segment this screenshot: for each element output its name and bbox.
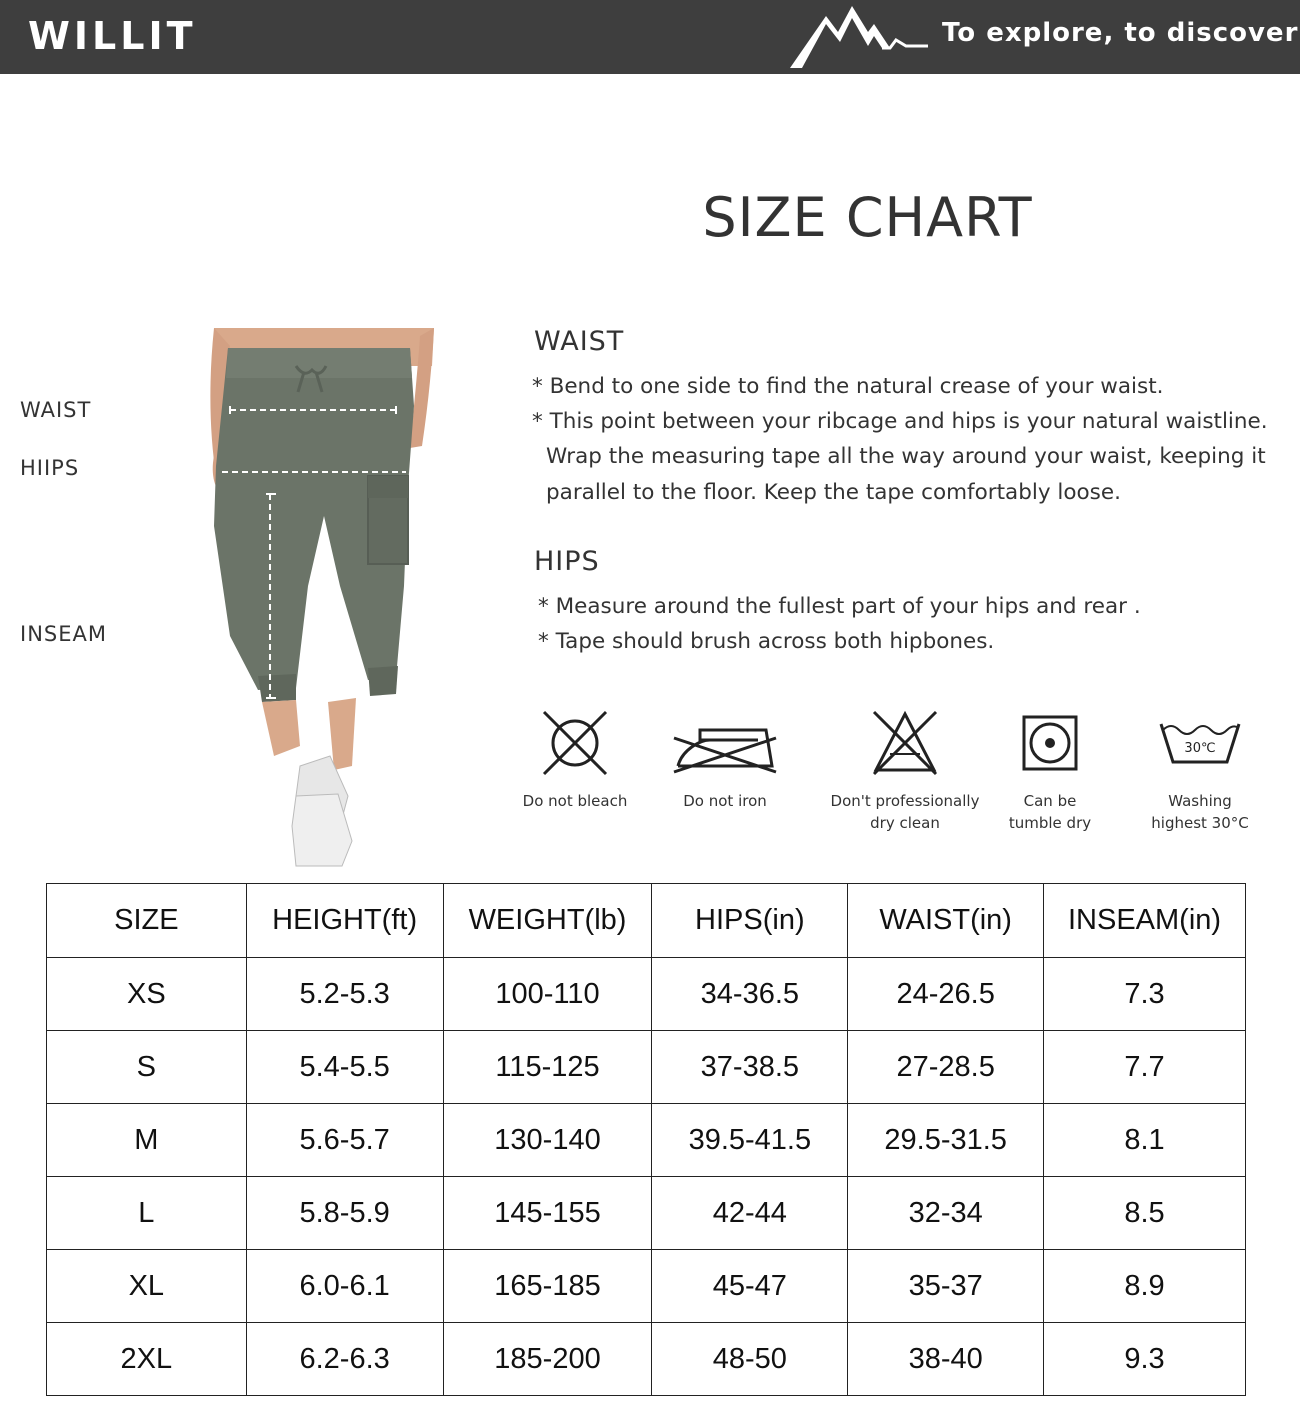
waist-heading: WAIST: [534, 326, 625, 357]
table-row: [47, 1250, 1246, 1323]
table-cell: 42-44: [652, 1177, 848, 1250]
care-label: highest 30°C: [1151, 814, 1249, 832]
table-cell: L: [47, 1177, 247, 1250]
table-row: [47, 1323, 1246, 1396]
hips-label: HIIPS: [20, 456, 80, 480]
table-cell: XL: [47, 1250, 247, 1323]
table-cell: 38-40: [848, 1323, 1044, 1396]
waist-line-1: * Bend to one side to find the natural crease of your waist.: [532, 374, 1164, 399]
care-item-no-dry-clean: [825, 708, 985, 834]
table-cell: 100-110: [443, 958, 652, 1031]
table-cell: 27-28.5: [848, 1031, 1044, 1104]
table-row: [47, 1031, 1246, 1104]
care-label: dry clean: [870, 814, 940, 832]
table-cell: 6.2-6.3: [246, 1323, 443, 1396]
table-cell: 185-200: [443, 1323, 652, 1396]
table-cell: 8.1: [1044, 1104, 1246, 1177]
table-cell: 34-36.5: [652, 958, 848, 1031]
table-cell: 2XL: [47, 1323, 247, 1396]
care-label: Washing: [1168, 792, 1232, 810]
table-cell: 115-125: [443, 1031, 652, 1104]
tagline: To explore, to discover: [942, 18, 1299, 48]
table-cell: 45-47: [652, 1250, 848, 1323]
waist-line-3: Wrap the measuring tape all the way around your waist, keeping it: [546, 444, 1266, 469]
mountain-icon: [786, 2, 936, 70]
wash-temp: 30℃: [1184, 741, 1216, 756]
table-cell: 5.2-5.3: [246, 958, 443, 1031]
care-label: Do not iron: [683, 792, 767, 810]
waist-line-2: * This point between your ribcage and hips is your natural waistline.: [532, 409, 1268, 434]
care-label: Don't professionally: [830, 792, 980, 810]
table-cell: 7.7: [1044, 1031, 1246, 1104]
care-item-wash-30: [1120, 708, 1280, 834]
table-cell: 8.5: [1044, 1177, 1246, 1250]
table-header-cell: HIPS(in): [652, 884, 848, 958]
table-row: [47, 1177, 1246, 1250]
no-iron-icon: [670, 708, 780, 778]
care-item-tumble-dry: [970, 708, 1130, 834]
care-label: tumble dry: [1008, 814, 1092, 832]
inseam-label: INSEAM: [20, 622, 107, 646]
table-cell: 48-50: [652, 1323, 848, 1396]
table-cell: 35-37: [848, 1250, 1044, 1323]
table-header-cell: HEIGHT(ft): [246, 884, 443, 958]
brand-logo: WILLIT: [28, 14, 197, 58]
table-cell: 6.0-6.1: [246, 1250, 443, 1323]
waist-label: WAIST: [20, 398, 92, 422]
care-item-no-iron: [645, 708, 805, 812]
hips-line-2: * Tape should brush across both hipbones.: [538, 629, 995, 654]
table-cell: 130-140: [443, 1104, 652, 1177]
table-header-cell: WAIST(in): [848, 884, 1044, 958]
table-header-cell: INSEAM(in): [1044, 884, 1246, 958]
table-cell: 29.5-31.5: [848, 1104, 1044, 1177]
no-dry-clean-icon: [870, 708, 940, 778]
table-cell: XS: [47, 958, 247, 1031]
page-title: SIZE CHART: [702, 186, 1033, 249]
table-header-cell: SIZE: [47, 884, 247, 958]
care-label: Do not bleach: [522, 792, 628, 810]
care-label: Can be: [1023, 792, 1077, 810]
waist-line-4: parallel to the floor. Keep the tape comfortably loose.: [546, 480, 1121, 505]
table-cell: 7.3: [1044, 958, 1246, 1031]
table-cell: 5.6-5.7: [246, 1104, 443, 1177]
table-header-cell: WEIGHT(lb): [443, 884, 652, 958]
table-cell: 145-155: [443, 1177, 652, 1250]
size-table: [46, 883, 1246, 1396]
tumble-dry-icon: [1015, 708, 1085, 778]
no-bleach-icon: [540, 708, 610, 778]
table-cell: 5.4-5.5: [246, 1031, 443, 1104]
table-cell: 8.9: [1044, 1250, 1246, 1323]
table-cell: M: [47, 1104, 247, 1177]
care-item-no-bleach: [495, 708, 655, 812]
table-cell: 32-34: [848, 1177, 1044, 1250]
header-bar: [0, 0, 1300, 74]
table-row: [47, 1104, 1246, 1177]
table-cell: 24-26.5: [848, 958, 1044, 1031]
table-cell: S: [47, 1031, 247, 1104]
table-cell: 39.5-41.5: [652, 1104, 848, 1177]
table-row: [47, 958, 1246, 1031]
table-cell: 9.3: [1044, 1323, 1246, 1396]
table-cell: 37-38.5: [652, 1031, 848, 1104]
hips-line-1: * Measure around the fullest part of your hips and rear .: [538, 594, 1141, 619]
wash-30-icon: [1155, 708, 1245, 778]
table-header-row: [47, 884, 1246, 958]
table-cell: 165-185: [443, 1250, 652, 1323]
model-pants-image: [200, 326, 450, 871]
table-cell: 5.8-5.9: [246, 1177, 443, 1250]
hips-heading: HIPS: [534, 546, 600, 577]
